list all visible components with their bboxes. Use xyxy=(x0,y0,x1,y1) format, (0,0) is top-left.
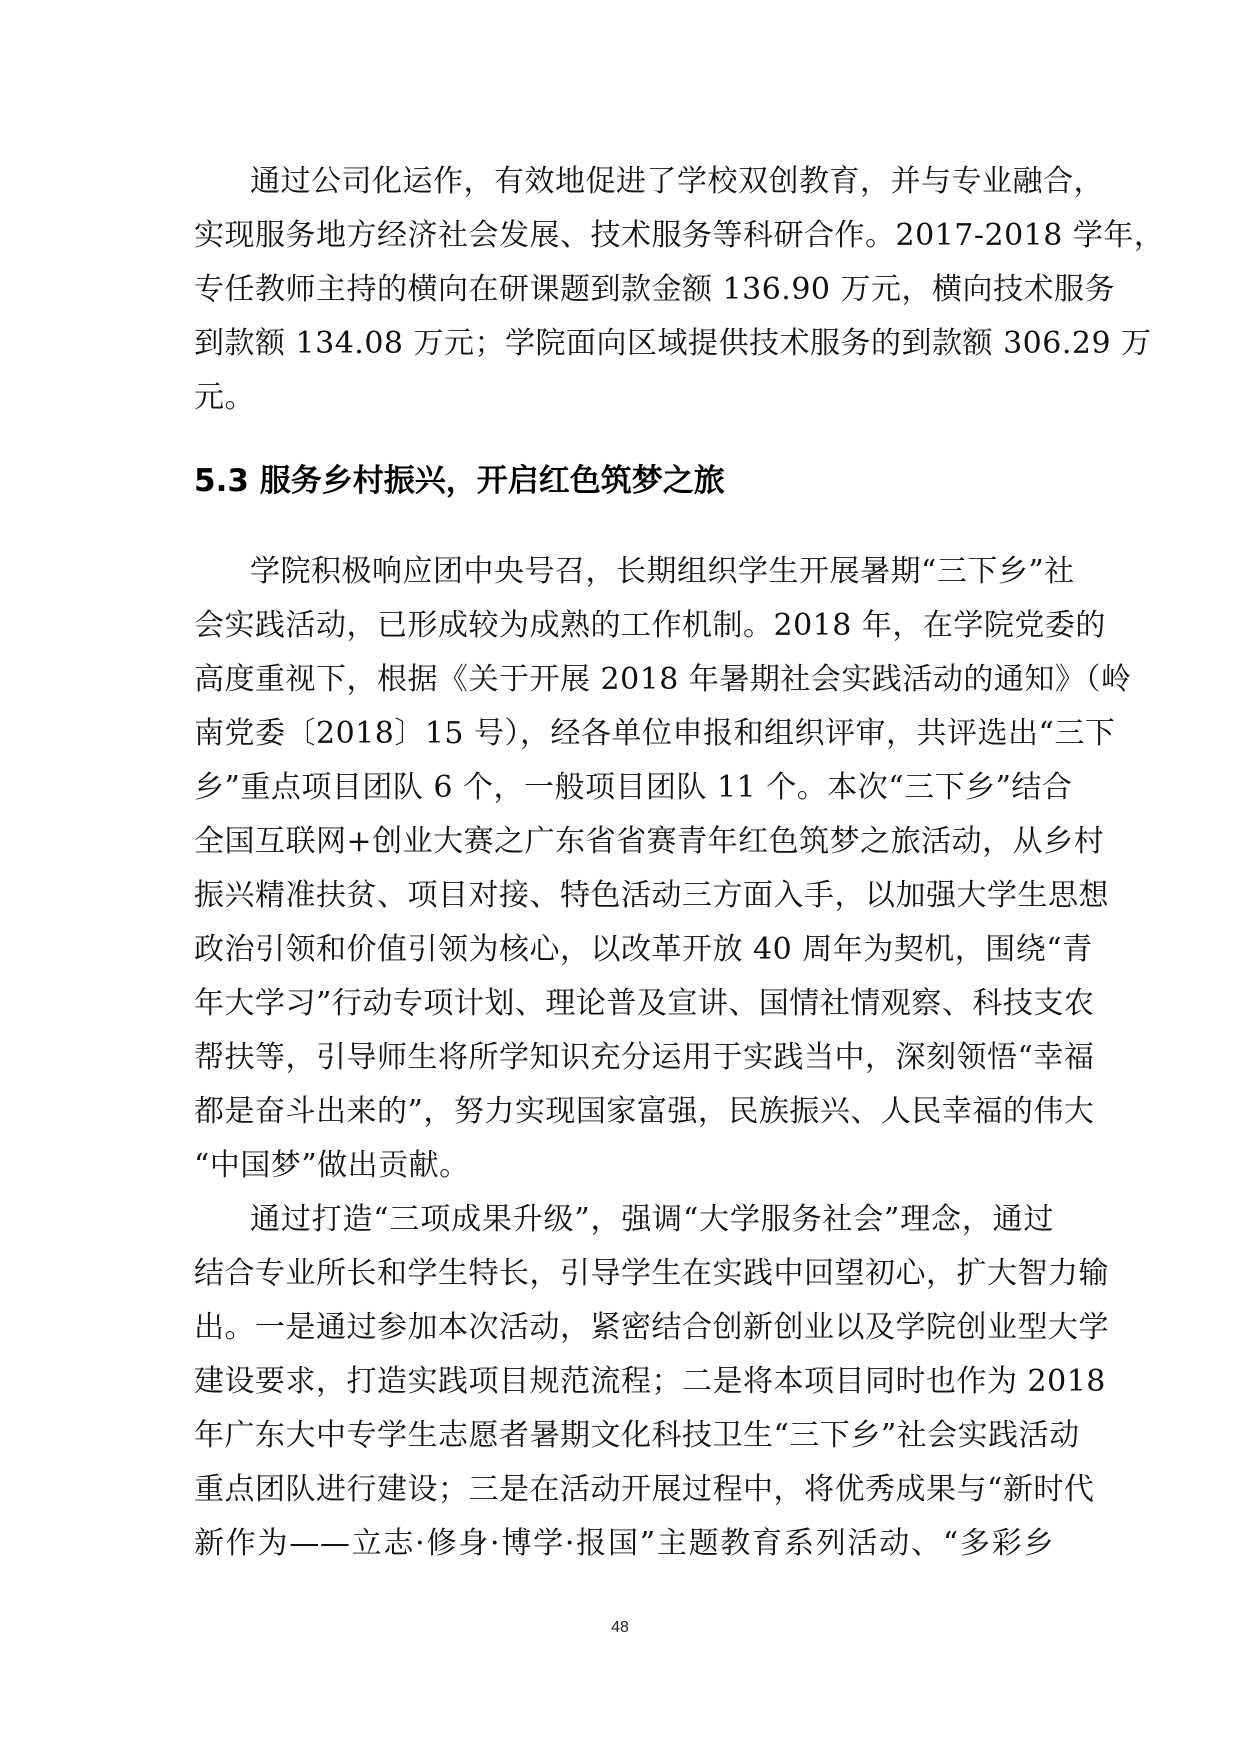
paragraph-2-line-1: 学院积极响应团中央号召，长期组织学生开展暑期“三下乡”社 xyxy=(250,554,1075,589)
paragraph-1-line-5: 元。 xyxy=(194,380,255,415)
paragraph-2-line-12: “中国梦”做出贡献。 xyxy=(194,1148,470,1183)
paragraph-3-line-5: 年广东大中专学生志愿者暑期文化科技卫生“三下乡”社会实践活动 xyxy=(194,1418,1080,1453)
paragraph-2-line-9: 年大学习”行动专项计划、理论普及宣讲、国情社情观察、科技支农 xyxy=(194,986,1095,1021)
paragraph-1-line-3: 专任教师主持的横向在研课题到款金额 136.90 万元，横向技术服务 xyxy=(194,272,1116,307)
paragraph-3-line-1: 通过打造“三项成果升级”，强调“大学服务社会”理念，通过 xyxy=(250,1202,1054,1237)
paragraph-3-line-7: 新作为——立志·修身·博学·报国”主题教育系列活动、“多彩乡 xyxy=(194,1526,1054,1561)
paragraph-2-line-10: 帮扶等，引导师生将所学知识充分运用于实践当中，深刻领悟“幸福 xyxy=(194,1040,1095,1075)
paragraph-3-line-2: 结合专业所长和学生特长，引导学生在实践中回望初心，扩大智力输 xyxy=(194,1256,1109,1291)
paragraph-3-line-6: 重点团队进行建设；三是在活动开展过程中，将优秀成果与“新时代 xyxy=(194,1472,1095,1507)
paragraph-2-line-11: 都是奋斗出来的”，努力实现国家富强，民族振兴、人民幸福的伟大 xyxy=(194,1094,1095,1129)
paragraph-2-line-3: 高度重视下，根据《关于开展 2018 年暑期社会实践活动的通知》（岭 xyxy=(194,662,1132,697)
paragraph-2-line-7: 振兴精准扶贫、项目对接、特色活动三方面入手，以加强大学生思想 xyxy=(194,878,1109,913)
paragraph-2-line-6: 全国互联网+创业大赛之广东省省赛青年红色筑梦之旅活动，从乡村 xyxy=(194,824,1105,859)
page-number: 48 xyxy=(611,1619,629,1636)
paragraph-1-line-1: 通过公司化运作，有效地促进了学校双创教育，并与专业融合， xyxy=(250,164,1104,199)
paragraph-2-line-2: 会实践活动，已形成较为成熟的工作机制。2018 年，在学院党委的 xyxy=(194,608,1106,643)
paragraph-1-line-4: 到款额 134.08 万元；学院面向区域提供技术服务的到款额 306.29 万 xyxy=(194,326,1152,361)
paragraph-3-line-3: 出。一是通过参加本次活动，紧密结合创新创业以及学院创业型大学 xyxy=(194,1310,1109,1345)
paragraph-1-line-2: 实现服务地方经济社会发展、技术服务等科研合作。2017-2018 学年， xyxy=(194,218,1165,253)
paragraph-3-line-4: 建设要求，打造实践项目规范流程；二是将本项目同时也作为 2018 xyxy=(194,1364,1106,1399)
paragraph-2-line-8: 政治引领和价值引领为核心，以改革开放 40 周年为契机，围绕“青 xyxy=(194,932,1093,967)
paragraph-2-line-4: 南党委〔2018〕15 号），经各单位申报和组织评审，共评选出“三下 xyxy=(194,716,1116,751)
paragraph-2-line-5: 乡”重点项目团队 6 个，一般项目团队 11 个。本次“三下乡”结合 xyxy=(194,770,1073,805)
section-heading: 5.3 服务乡村振兴，开启红色筑梦之旅 xyxy=(194,463,725,499)
